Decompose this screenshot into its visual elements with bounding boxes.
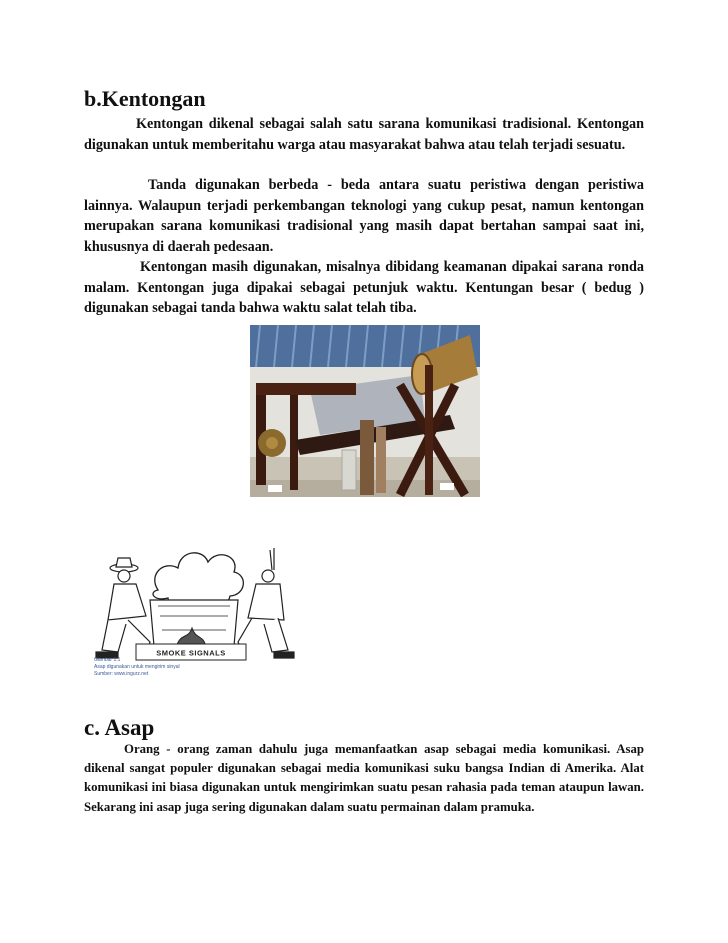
kentongan-photo: [250, 325, 480, 497]
paragraph-asap-1: Orang - orang zaman dahulu juga memanfaatkan asap sebagai media komunikasi. Asap dikenal sangat populer digunakan sebagai media komunikasi suku bangsa Indian di Amerika. Alat komunikasi ini biasa digunakan untuk mengirimkan suatu pesan rahasia pada teman ataupun lawan. Sekarang ini asap juga sering digunakan dalam suatu permainan dalam pramuka.: [84, 742, 644, 814]
paragraph-kentongan-2: Tanda digunakan berbeda - beda antara suatu peristiwa dengan peristiwa lainnya. Walaupun terjadi perkembangan teknologi yang cukup pesat, namun kentongan merupakan sarana komunikasi tradisional yang masih dapat bertahan sampai saat ini, khususnya di daerah pedesaan.: [84, 177, 644, 255]
figure-caption-text: Asap digunakan untuk mengirim sinyal: [94, 664, 180, 670]
section-heading-asap: c. Asap: [84, 715, 155, 740]
paragraph-kentongan-1: Kentongan dikenal sebagai salah satu sarana komunikasi tradisional. Kentongan digunakan untuk memberitahu warga atau masyarakat bahwa atau telah terjadi sesuatu.: [84, 116, 644, 153]
paragraph-kentongan-3: Kentongan masih digunakan, misalnya dibidang keamanan dipakai sarana ronda malam. Kentongan juga dipakai sebagai petunjuk waktu. Kentungan besar ( bedug ) digunakan sebagai tanda bahwa waktu salat telah tiba.: [84, 259, 644, 317]
figure-caption-source: Sumber: www.ingurz.net: [94, 671, 149, 677]
section-heading-kentongan: b.Kentongan: [84, 86, 206, 111]
smoke-signals-sign: SMOKE SIGNALS: [156, 648, 226, 658]
figure-caption-number: Gambar 1.1: [94, 657, 121, 663]
